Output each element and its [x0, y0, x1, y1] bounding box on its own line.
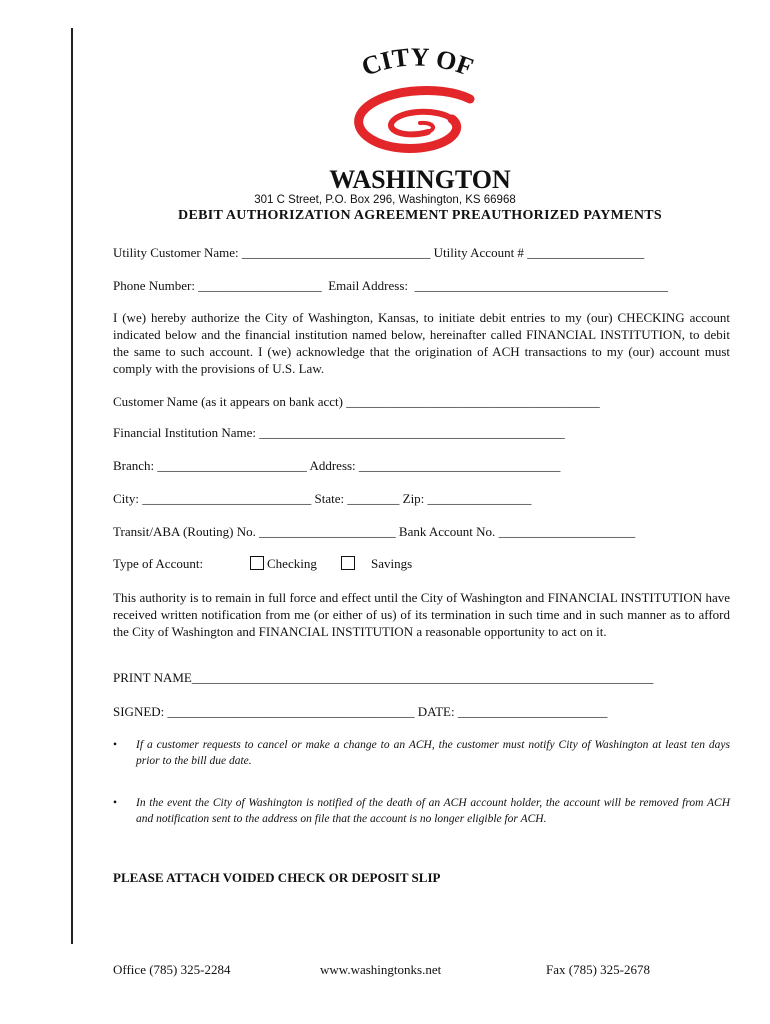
bank-address-label: Address:	[309, 458, 356, 473]
cancel-notice: If a customer requests to cancel or make a change to an ACH, the customer must notify City of Washington at least ten days prior to the bill due date.	[136, 739, 730, 767]
bullet-icon: •	[113, 797, 118, 809]
city-state-zip-row	[113, 491, 532, 507]
institution-label: Financial Institution Name:	[113, 425, 256, 440]
savings-checkbox[interactable]	[341, 556, 355, 570]
state-label: State:	[314, 491, 345, 506]
signature-field[interactable]: ______________________________________	[167, 704, 415, 719]
account-type-row	[113, 556, 203, 572]
phone-label: Phone Number:	[113, 278, 195, 293]
bank-customer-row	[113, 394, 600, 410]
savings-option[interactable]	[341, 556, 412, 572]
checking-checkbox[interactable]	[250, 556, 264, 570]
email-field[interactable]: _______________________________________	[414, 278, 669, 293]
email-label: Email Address:	[328, 278, 409, 293]
city-label: City:	[113, 491, 140, 506]
authorization-paragraph: I (we) hereby authorize the City of Washington, Kansas, to initiate debit entries to my (our) CHECKING account indicated below and the financial institution named below, hereinafter called FINANCIAL INSTITUTION, to debit the same to such account. I (we) acknowledge that the origination of ACH transactions to my (our) account must comply with the provisions of U.S. Law.	[113, 310, 730, 376]
customer-name-field[interactable]: _____________________________	[241, 245, 431, 260]
list-item	[113, 737, 730, 771]
form-title: DEBIT AUTHORIZATION AGREEMENT PREAUTHORIZED PAYMENTS	[178, 208, 662, 223]
print-name-label: PRINT NAME	[113, 670, 192, 685]
routing-field[interactable]: _____________________	[259, 524, 396, 539]
death-notice: In the event the City of Washington is notified of the death of an ACH account holder, the account will be removed from ACH and notification sent to the address on file that the account is no longer eligible for ACH.	[136, 797, 730, 825]
branch-row	[113, 458, 560, 474]
phone-field[interactable]: ___________________	[198, 278, 322, 293]
print-name-row	[113, 670, 653, 686]
bank-address-field[interactable]: _______________________________	[358, 458, 561, 473]
institution-row	[113, 425, 565, 441]
bank-account-field[interactable]: _____________________	[498, 524, 636, 539]
checking-option[interactable]	[250, 556, 317, 572]
signed-label: SIGNED:	[113, 704, 165, 719]
state-field[interactable]: ________	[347, 491, 400, 506]
bullet-icon: •	[113, 739, 118, 751]
city-logo	[320, 44, 520, 194]
date-label: DATE:	[417, 704, 455, 719]
city-field[interactable]: __________________________	[142, 491, 312, 506]
website-link[interactable]: www.washingtonks.net	[320, 962, 442, 977]
institution-field[interactable]: _______________________________________________	[259, 425, 565, 440]
print-name-field[interactable]: _______________________________________________________________________	[191, 670, 654, 685]
date-field[interactable]: _______________________	[457, 704, 608, 719]
logo-top-text: CITY OF	[357, 44, 478, 83]
attach-check-note: PLEASE ATTACH VOIDED CHECK OR DEPOSIT SLIP	[113, 870, 441, 885]
margin-rule	[71, 28, 73, 944]
branch-field[interactable]: _______________________	[157, 458, 307, 473]
bank-customer-name-label: Customer Name (as it appears on bank acct)	[113, 394, 343, 409]
utility-account-label: Utility Account #	[433, 245, 524, 260]
customer-name-row	[113, 245, 644, 261]
zip-field[interactable]: ________________	[427, 491, 532, 506]
authority-paragraph: This authority is to remain in full force and effect until the City of Washington and FINANCIAL INSTITUTION have received written notification from me (or either of us) of its termination in such time and in such manner as to afford the City of Washington and FINANCIAL INSTITUTION a reasonable opportunity to act on it.	[113, 590, 730, 639]
signature-row	[113, 704, 607, 720]
contact-row	[113, 278, 668, 294]
office-phone: Office (785) 325-2284	[113, 962, 231, 977]
zip-label: Zip:	[402, 491, 425, 506]
bank-customer-name-field[interactable]: _______________________________________	[346, 394, 600, 409]
branch-label: Branch:	[113, 458, 155, 473]
utility-account-field[interactable]: __________________	[527, 245, 645, 260]
city-address: 301 C Street, P.O. Box 296, Washington, KS 66968	[254, 194, 516, 206]
list-item	[113, 795, 730, 829]
bank-account-label: Bank Account No.	[398, 524, 496, 539]
fax-number: Fax (785) 325-2678	[546, 962, 650, 977]
routing-label: Transit/ABA (Routing) No.	[113, 524, 256, 539]
swirl-icon	[359, 90, 470, 148]
routing-row	[113, 524, 635, 540]
savings-label: Savings	[371, 556, 413, 571]
city-logo-graphic	[320, 44, 520, 194]
logo-bottom-text: WASHINGTON	[329, 165, 511, 194]
account-type-label: Type of Account:	[113, 556, 204, 571]
customer-name-label: Utility Customer Name:	[113, 245, 239, 260]
checking-label: Checking	[267, 556, 317, 571]
